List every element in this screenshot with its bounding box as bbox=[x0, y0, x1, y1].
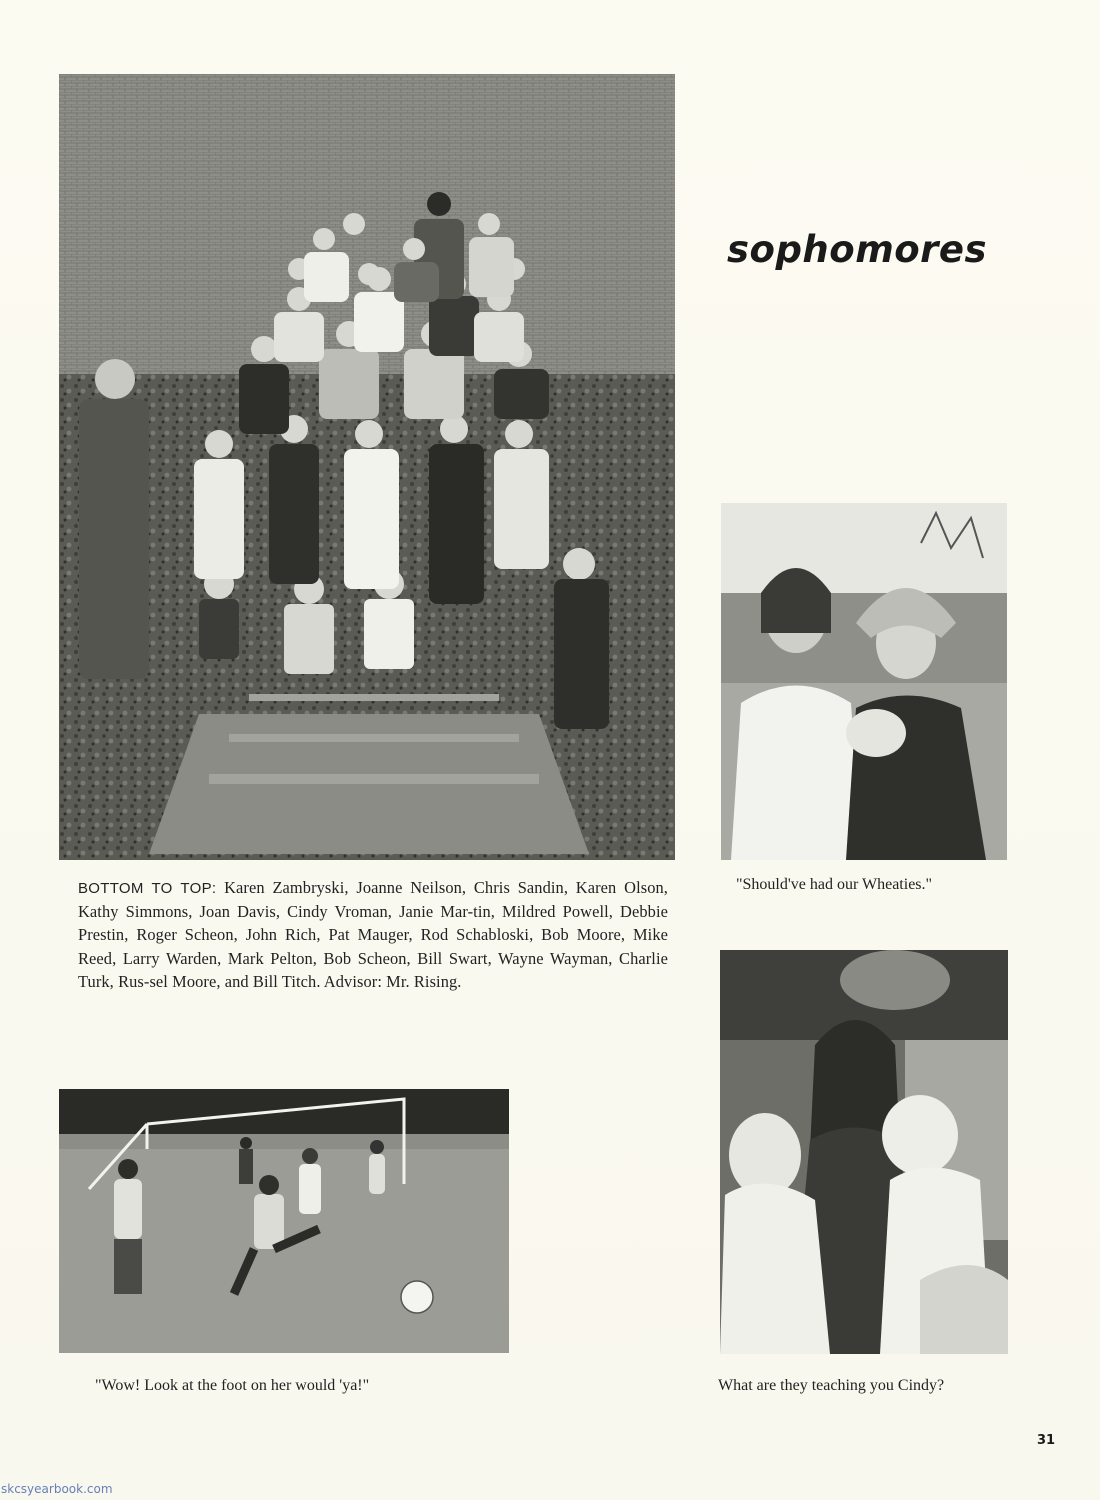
soccer-caption: "Wow! Look at the foot on her would 'ya!" bbox=[95, 1377, 370, 1394]
cindy-photo bbox=[720, 950, 1008, 1354]
watermark: skcsyearbook.com bbox=[1, 1482, 113, 1496]
wheaties-photo bbox=[721, 503, 1007, 860]
caption-lead: BOTTOM TO TOP: bbox=[78, 880, 217, 897]
page-title: sophomores bbox=[727, 228, 988, 271]
soccer-photo bbox=[59, 1089, 509, 1353]
group-photo bbox=[59, 74, 675, 860]
group-photo-caption bbox=[78, 876, 668, 993]
page-number: 31 bbox=[1037, 1433, 1056, 1448]
wheaties-caption: "Should've had our Wheaties." bbox=[736, 876, 933, 893]
cindy-caption: What are they teaching you Cindy? bbox=[718, 1377, 945, 1394]
caption-names: Karen Zambryski, Joanne Neilson, Chris Sandin, Karen Olson, Kathy Simmons, Joan Davis, Cindy Vroman, Janie Mar-tin, Mildred Powell, Debbie Prestin, Roger Scheon, John Rich, Pat Mauger, Rod Schabloski, Bob Moore, Mike Reed, Larry Warden, Mark Pelton, Bob Scheon, Bill Swart, Wayne Wayman, Charlie Turk, Rus-sel Moore, and Bill Titch. Advisor: Mr. Rising. bbox=[78, 878, 668, 991]
